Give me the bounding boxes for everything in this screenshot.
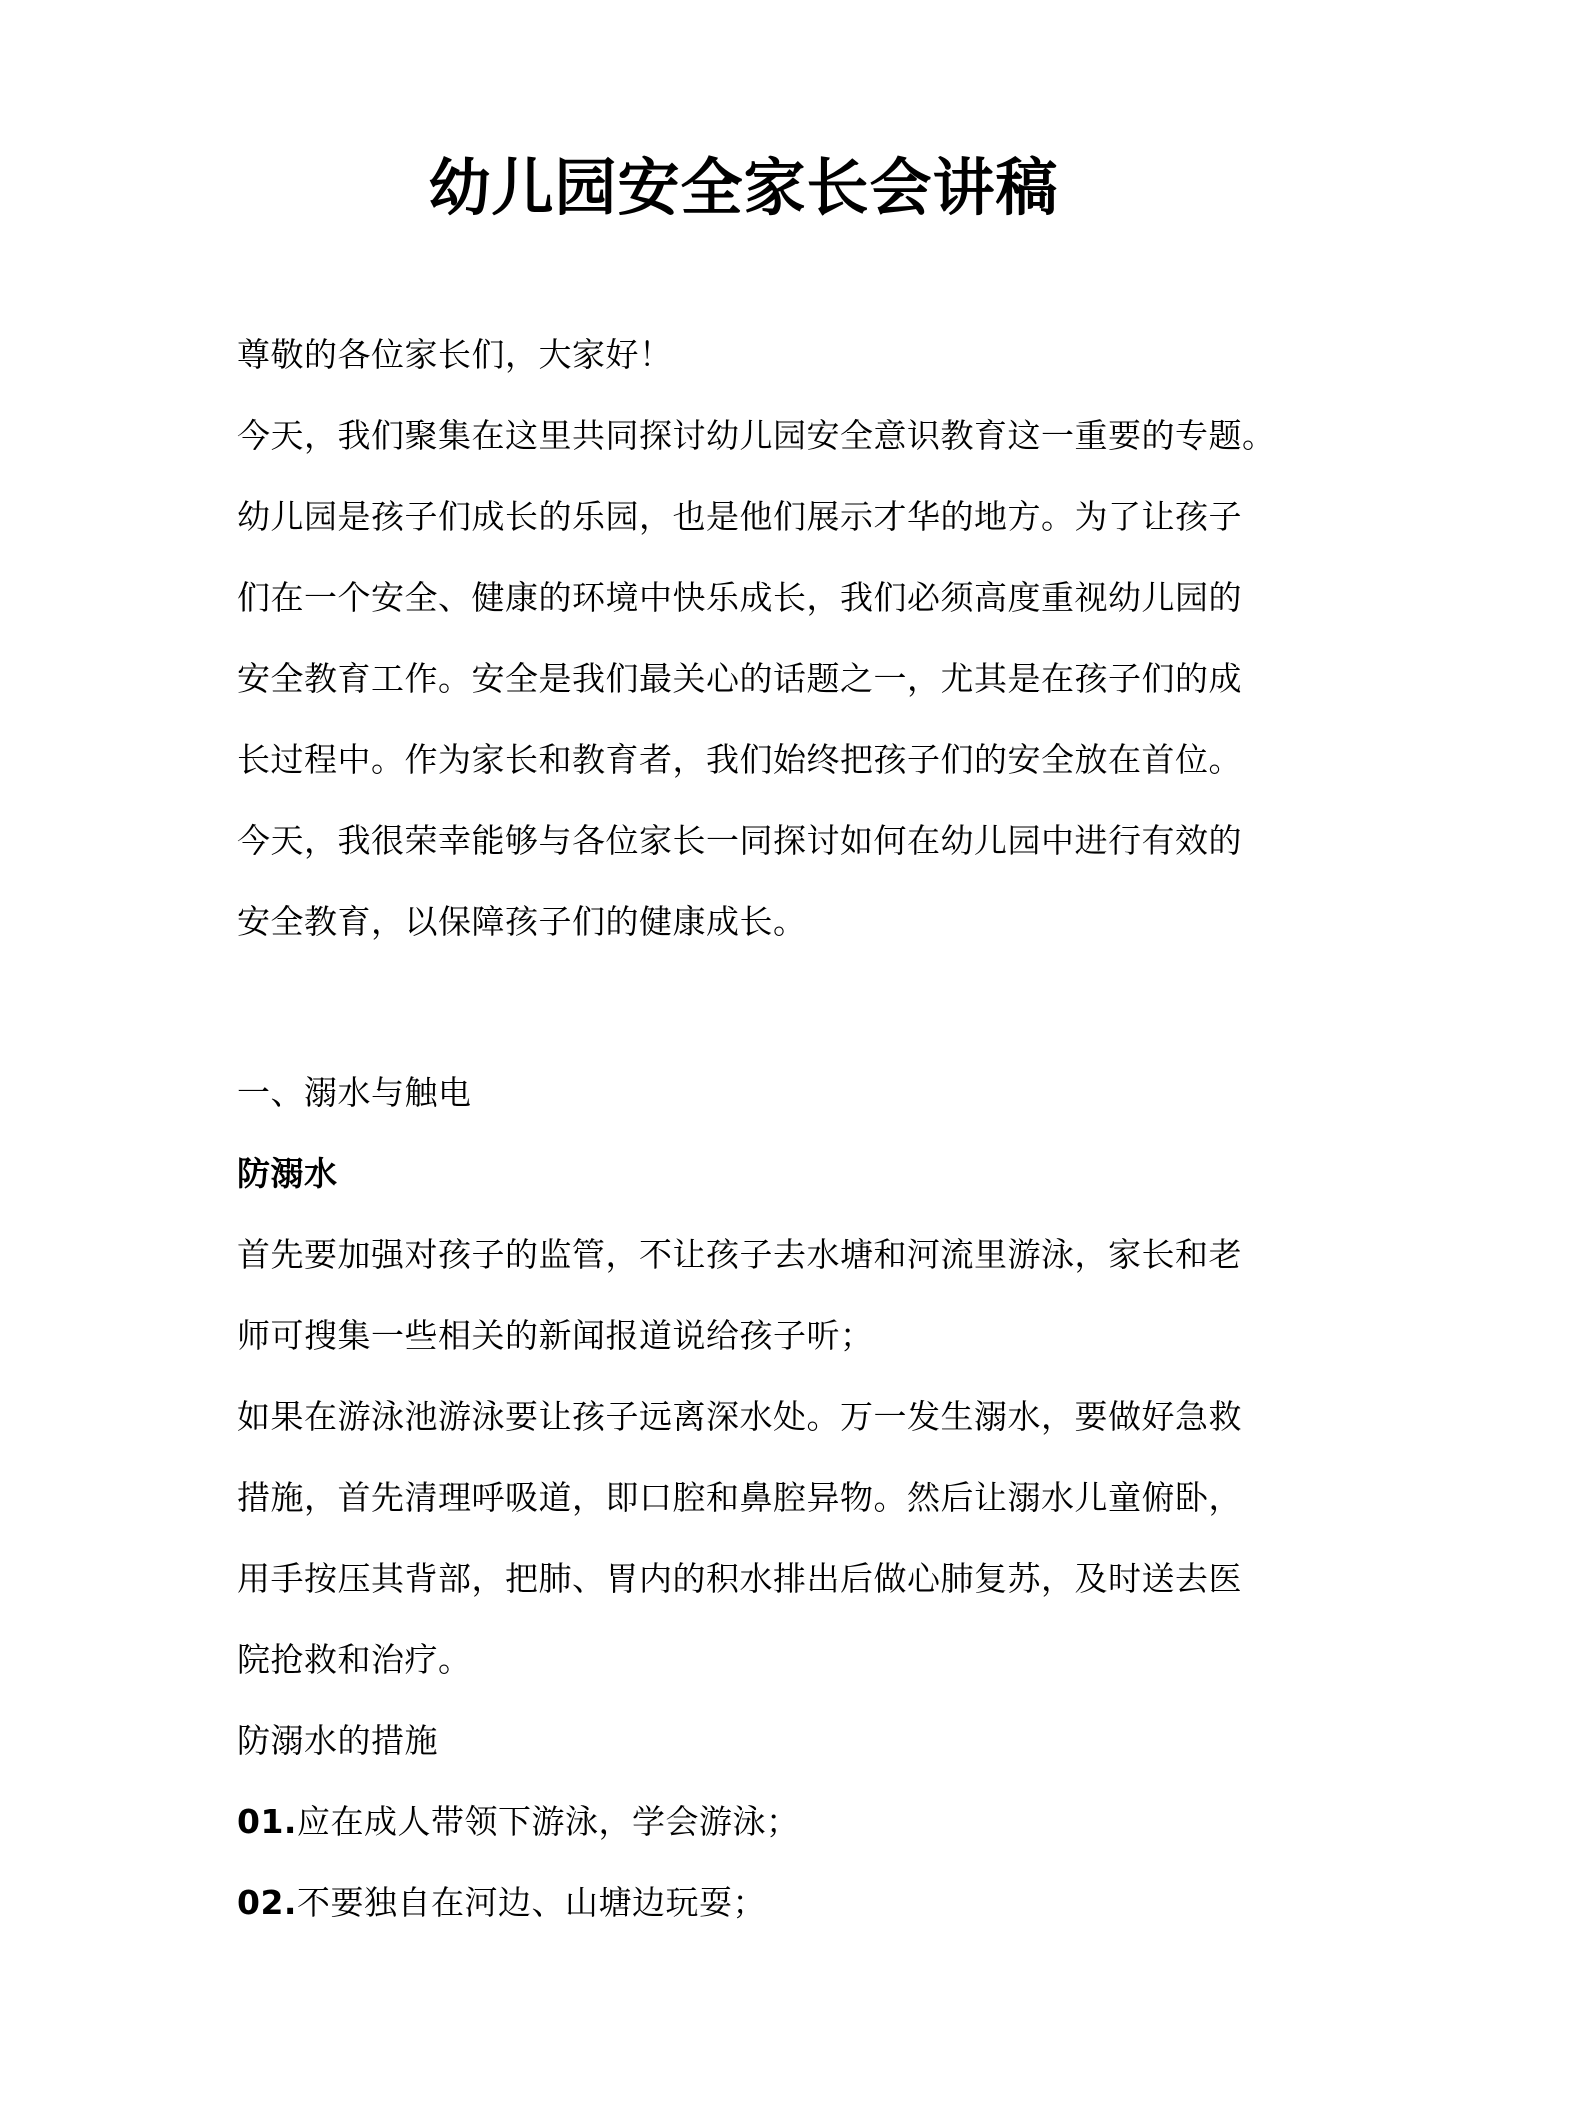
- paragraph-line: 首先要加强对孩子的监管，不让孩子去水塘和河流里游泳，家长和老: [237, 1235, 1242, 1274]
- paragraph-line: 用手按压其背部，把肺、胃内的积水排出后做心肺复苏，及时送去医: [237, 1559, 1242, 1598]
- intro-line: 安全教育，以保障孩子们的健康成长。: [237, 902, 807, 941]
- measure-text: 应在成人带领下游泳，学会游泳；: [296, 1802, 800, 1841]
- measures-heading: 防溺水的措施: [237, 1721, 438, 1760]
- greeting: 尊敬的各位家长们，大家好！: [237, 335, 673, 374]
- section-heading: 一、溺水与触电: [237, 1073, 472, 1112]
- measure-number: 02.: [237, 1883, 297, 1922]
- intro-line: 们在一个安全、健康的环境中快乐成长，我们必须高度重视幼儿园的: [237, 578, 1242, 617]
- paragraph-line: 师可搜集一些相关的新闻报道说给孩子听；: [237, 1316, 874, 1355]
- intro-line: 今天，我们聚集在这里共同探讨幼儿园安全意识教育这一重要的专题。: [237, 416, 1276, 455]
- paragraph-line: 如果在游泳池游泳要让孩子远离深水处。万一发生溺水，要做好急救: [237, 1397, 1242, 1436]
- measure-number: 01.: [237, 1802, 297, 1841]
- intro-line: 长过程中。作为家长和教育者，我们始终把孩子们的安全放在首位。: [237, 740, 1242, 779]
- intro-line: 安全教育工作。安全是我们最关心的话题之一，尤其是在孩子们的成: [237, 659, 1242, 698]
- intro-line: 幼儿园是孩子们成长的乐园，也是他们展示才华的地方。为了让孩子: [237, 497, 1242, 536]
- measure-text: 不要独自在河边、山塘边玩耍；: [296, 1883, 766, 1922]
- section-subheading: 防溺水: [237, 1154, 338, 1193]
- measure-item: [237, 1881, 766, 1925]
- document-title: 幼儿园安全家长会讲稿: [428, 151, 1059, 224]
- paragraph-line: 院抢救和治疗。: [237, 1640, 472, 1679]
- paragraph-line: 措施，首先清理呼吸道，即口腔和鼻腔异物。然后让溺水儿童俯卧，: [237, 1478, 1242, 1517]
- intro-line: 今天，我很荣幸能够与各位家长一同探讨如何在幼儿园中进行有效的: [237, 821, 1242, 860]
- measure-item: [237, 1800, 799, 1844]
